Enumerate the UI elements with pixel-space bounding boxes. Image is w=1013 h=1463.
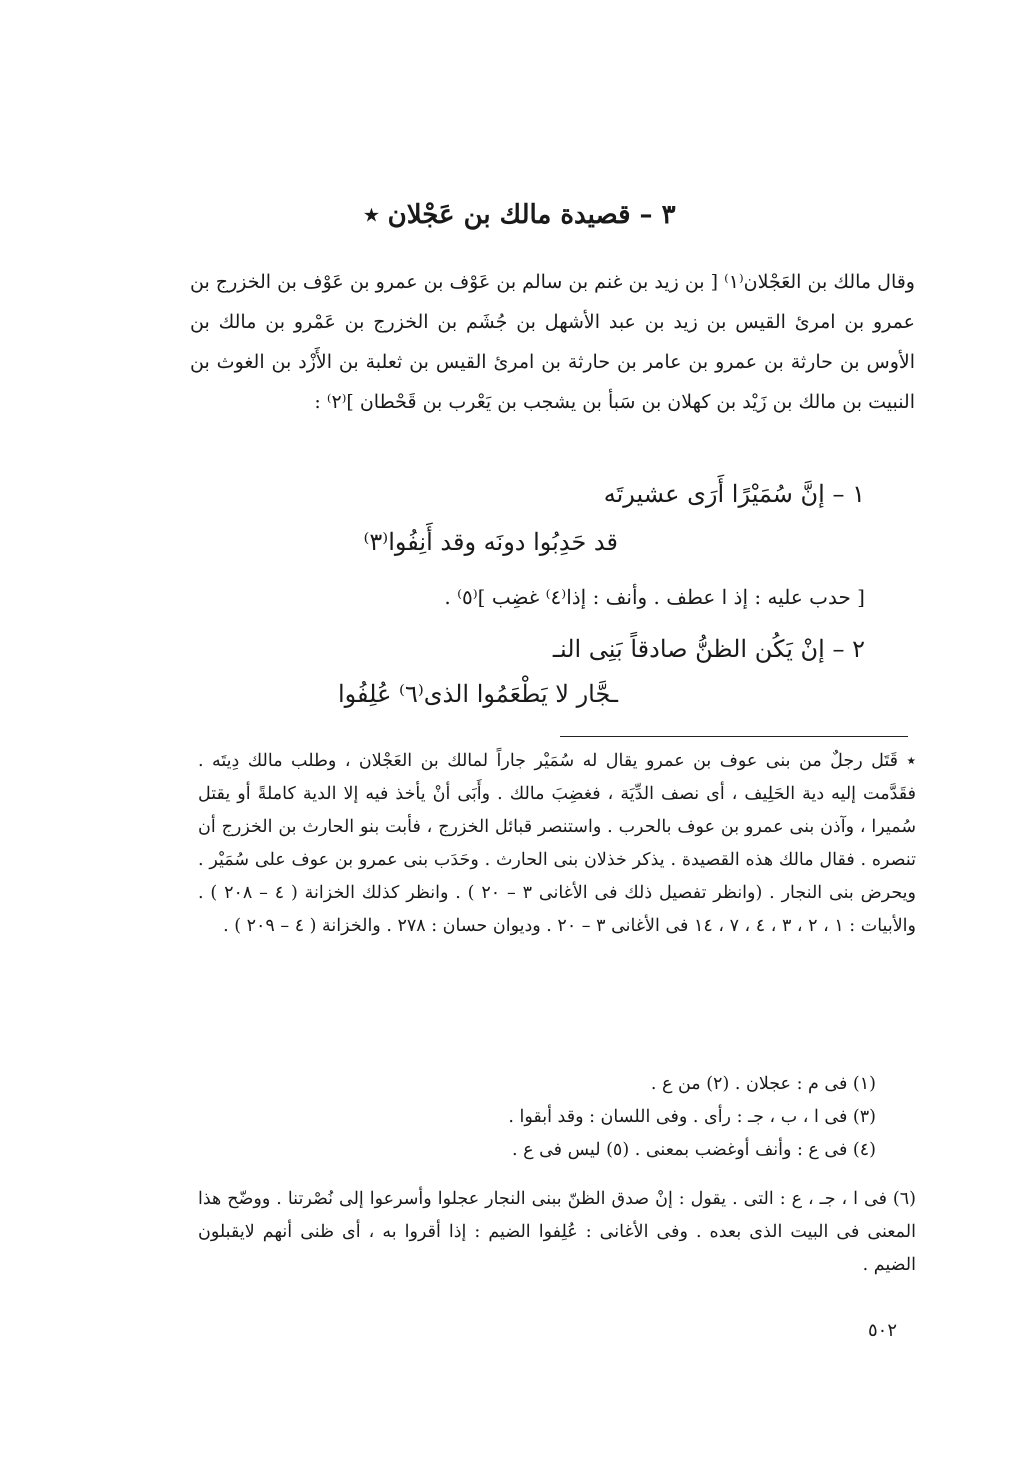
verse-2-second-hemistich: ـجَّار لا يَطْعَمُوا الذى⁽٦⁾ عُلِفُوا [337, 680, 618, 708]
context-note [198, 745, 916, 943]
footnote-line: (٣) فى ا ، ب ، جـ : رأى . وفى اللسان : وقد أبقوا . [508, 1107, 876, 1127]
footnote-line: (١) فى م : عجلان . (٢) من ع . [650, 1074, 876, 1094]
intro-paragraph [190, 262, 915, 422]
poem-title: ٣ – قصيدة مالك بن عَجْلان ٭ [364, 200, 676, 230]
context-note-text: ٭ قَتَل رجلٌ من بنى عوف بن عمرو يقال له سُمَيْر جاراً لمالك بن العَجْلان ، وطلب مالك دِيتَه . فقَدَّمت إليه دية الحَلِيف ، أى نصف الدِّيَة ، فغضِبَ مالك . وأَبَى أنْ يأخذ فيه إلا الدية كاملةً أو يقتل سُميرا ، وآذن بنى عمرو بن عوف بالحرب . واستنصر قبائل الخزرج ، فأبت بنو الحارث بن الخزرج أن تنصره . فقال مالك هذه القصيدة . يذكر خذلان بنى الحارث . وحَدَب بنى عمرو بن عوف على سُمَيْر . ويحرض بنى النجار . (وانظر تفصيل ذلك فى الأغانى ٣ – ٢٠ ) . وانظر كذلك الخزانة ( ٤ – ٢٠٨ ) . والأبيات : ١ ، ٢ ، ٣ ، ٤ ، ٧ ، ١٤ فى الأغانى ٣ – ٢٠ . وديوان حسان : ٢٧٨ . والخزانة ( ٤ – ٢٠٩ ) . [198, 751, 916, 936]
verse-2-first-hemistich: ٢ – إنْ يَكُن الظنُّ صادقاً بَنِى النـ [552, 635, 865, 663]
verse-1-second-hemistich: قد حَدِبُوا دونَه وقد أَنِفُوا⁽٣⁾ [363, 528, 618, 556]
intro-text: وقال مالك بن العَجْلان⁽١⁾ [ بن زيد بن غنم بن سالم بن عَوْف بن عمرو بن عَوْف بن الخزرج بن عمرو بن امرئ القيس بن زيد بن عبد الأشهل بن جُشَم بن الخزرج بن عَمْرو بن مالك بن الأوس بن حارثة بن عمرو بن عامر بن حارثة بن امرئ القيس بن ثعلبة بن الأَزْد بن الغوث بن النبيت بن مالك بن زَيْد بن كهلان بن سَبأ بن يشجب بن يَعْرب بن قَحْطان ]⁽٢⁾ : [190, 271, 915, 413]
page-number: ٥٠٢ [867, 1320, 897, 1341]
footnotes-list [198, 1068, 898, 1167]
verse-1-first-hemistich: ١ – إنَّ سُمَيْرًا أَرَى عشيرتَه [603, 480, 865, 508]
gloss-note: [ حدب عليه : إذ ا عطف . وأنف : إذا⁽٤⁾ غضِب ]⁽٥⁾ . [444, 585, 865, 609]
footnote-line: (٤) فى ع : وأنف أوغضب بمعنى . (٥) ليس فى ع . [511, 1140, 876, 1160]
footnote-6-text: (٦) فى ا ، جـ ، ع : التى . يقول : إنْ صدق الظنّ ببنى النجار عجلوا وأسرعوا إلى نُصْرتنا . ووضّح هذا المعنى فى البيت الذى بعده . وفى الأغانى : عُلِفوا الضيم : إذا أقروا به ، أى ظنى أنهم لايقبلون الضيم . [198, 1189, 916, 1275]
footnote-separator [560, 736, 908, 737]
footnote-6 [198, 1183, 916, 1282]
